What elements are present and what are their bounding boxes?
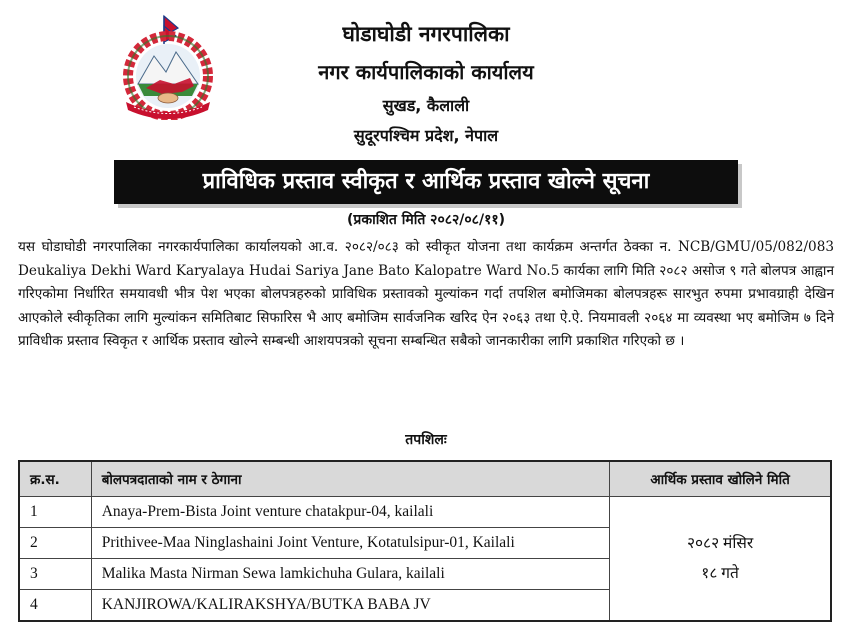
row-bidder: Anaya-Prem-Bista Joint venture chatakpur-04, kailali	[91, 497, 609, 528]
section-heading: तपशिलः	[405, 432, 447, 448]
table-row	[19, 497, 831, 528]
row-bidder: Prithivee-Maa Ninglashaini Joint Venture, Kotatulsipur-01, Kailali	[91, 528, 609, 559]
row-sn: 3	[19, 559, 91, 590]
opening-date-line2: १८ गते	[701, 564, 739, 582]
column-header-bidder: बोलपत्रदाताको नाम र ठेगाना	[91, 461, 609, 497]
row-sn: 1	[19, 497, 91, 528]
bidders-table	[18, 460, 832, 622]
opening-date-line1: २०८२ मंसिर	[686, 534, 754, 552]
province-line: सुदूरपश्चिम प्रदेश, नेपाल	[353, 126, 499, 145]
office-name: नगर कार्यपालिकाको कार्यालय	[318, 60, 534, 84]
letterhead	[0, 0, 852, 150]
table-header-row	[19, 461, 831, 497]
municipality-name: घोडाघोडी नगरपालिका	[342, 22, 510, 46]
row-sn: 4	[19, 590, 91, 622]
office-location: सुखड, कैलाली	[382, 96, 470, 115]
row-bidder: Malika Masta Nirman Sewa lamkichuha Gulara, kailali	[91, 559, 609, 590]
notice-title-banner: प्राविधिक प्रस्ताव स्वीकृत र आर्थिक प्रस्ताव खोल्ने सूचना	[114, 160, 738, 204]
opening-date-cell	[610, 497, 831, 622]
column-header-sn: क्र.स.	[19, 461, 91, 497]
published-date: (प्रकाशित मिति २०८२/०८/११)	[346, 212, 506, 228]
row-sn: 2	[19, 528, 91, 559]
notice-body-paragraph: यस घोडाघोडी नगरपालिका नगरकार्यपालिका कार्यालयको आ.व. २०८२/०८३ को स्वीकृत योजना तथा कार्यक्रम अन्तर्गत ठेक्का न. NCB/GMU/05/082/083 Deukaliya Dekhi Ward Karyalaya Hudai Sariya Jane Bato Kalopatre Ward No.5 कार्यका लागि मिति २०८२ असोज ९ गते बोलपत्र आह्वान गरिएकोमा निर्धारित समयावधी भीत्र पेश भएका बोलपत्रहरुको प्राविधिक प्रस्तावको मुल्यांकन गर्दा तपशिल बमोजिमका बोलपत्रहरू सारभुत रुपमा प्रभावग्राही देखिन आएकोले स्वीकृतिका लागि मुल्यांकन समितिबाट सिफारिस भै आए बमोजिम सार्वजनिक खरिद ऐन २०६३ तथा ऐ.ऐ. नियमावली २०६४ मा व्यवस्था भए बमोजिम ७ दिने प्राविधीक प्रस्ताव स्विकृत र आर्थिक प्रस्ताव खोल्ने सम्बन्धी आशयपत्रको सूचना सम्बन्धित सबैको जानकारीका लागि प्रकाशित गरिएको छ ।	[18, 239, 834, 350]
row-bidder: KANJIROWA/KALIRAKSHYA/BUTKA BABA JV	[91, 590, 609, 622]
column-header-opening-date: आर्थिक प्रस्ताव खोलिने मिति	[610, 461, 831, 497]
